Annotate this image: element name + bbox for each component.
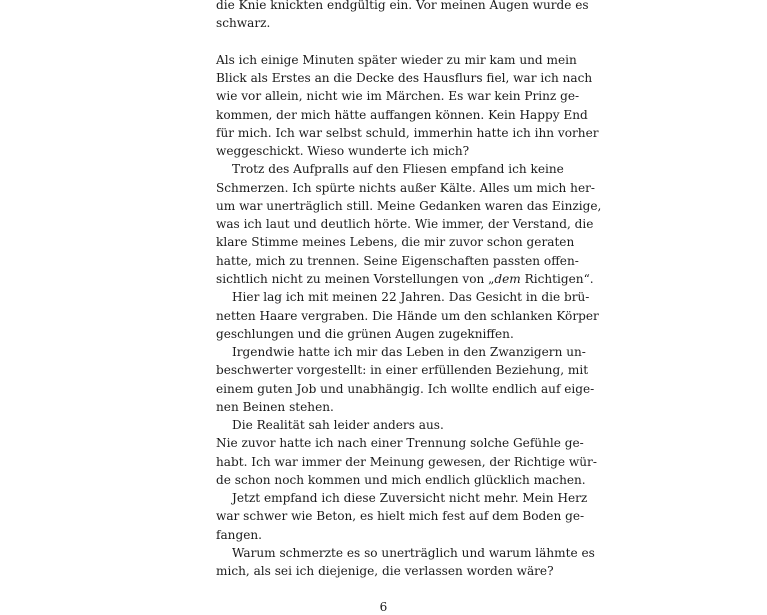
text-line: mich, als sei ich diejenige, die verlassen worden wäre? <box>216 564 554 579</box>
text-line: kommen, der mich hätte auffangen können. Kein Happy End <box>216 107 588 122</box>
text-line: netten Haare vergraben. Die Hände um den schlanken Körper <box>216 308 599 323</box>
text-line: war schwer wie Beton, es hielt mich fest auf dem Boden ge- <box>216 509 585 524</box>
text-line: sichtlich nicht zu meinen Vorstellungen von „dem Richtigen“. <box>216 271 594 286</box>
text-line: die Knie knickten endgültig ein. Vor meinen Augen wurde es <box>216 0 589 12</box>
text-line: hatte, mich zu trennen. Seine Eigenschaften passten offen- <box>216 253 579 268</box>
paragraph-gap <box>216 33 551 51</box>
text-line: was ich laut und deutlich hörte. Wie immer, der Verstand, die <box>216 217 594 232</box>
text-line: Nie zuvor hatte ich nach einer Trennung solche Gefühle ge- <box>216 436 584 451</box>
text-line: Die Realität sah leider anders aus. <box>232 418 444 433</box>
text-line: für mich. Ich war selbst schuld, immerhin hatte ich ihn vorher <box>216 125 599 140</box>
text-line: wie vor allein, nicht wie im Märchen. Es war kein Prinz ge- <box>216 89 580 104</box>
text-line: beschwerter vorgestellt: in einer erfüllenden Beziehung, mit <box>216 363 589 378</box>
text-line: Als ich einige Minuten später wieder zu mir kam und mein <box>216 52 577 67</box>
text-line: einem guten Job und unabhängig. Ich wollte endlich auf eige- <box>216 381 595 396</box>
text-line: Jetzt empfand ich diese Zuversicht nicht mehr. Mein Herz <box>232 491 588 506</box>
text-line: Trotz des Aufpralls auf den Fliesen empfand ich keine <box>232 162 564 177</box>
text-line: de schon noch kommen und mich endlich glücklich machen. <box>216 472 586 487</box>
text-line: Irgendwie hatte ich mir das Leben in den Zwanzigern un- <box>232 345 586 360</box>
page-number: 6 <box>379 600 388 614</box>
emphasized-word: dem <box>494 271 521 286</box>
book-page-text <box>216 0 602 581</box>
text-line: Warum schmerzte es so unerträglich und warum lähmte es <box>232 545 595 560</box>
text-line: Blick als Erstes an die Decke des Hausflurs fiel, war ich nach <box>216 71 593 86</box>
text-line: fangen. <box>216 527 263 542</box>
text-line: nen Beinen stehen. <box>216 399 334 414</box>
text-line: Schmerzen. Ich spürte nichts außer Kälte. Alles um mich her- <box>216 180 595 195</box>
text-line: weggeschickt. Wieso wunderte ich mich? <box>216 144 470 159</box>
text-line: schwarz. <box>216 16 271 31</box>
text-line: Hier lag ich mit meinen 22 Jahren. Das Gesicht in die brü- <box>232 290 590 305</box>
text-line: um war unerträglich still. Meine Gedanken waren das Einzige, <box>216 198 602 213</box>
text-line: geschlungen und die grünen Augen zugekniffen. <box>216 326 514 341</box>
text-line: habt. Ich war immer der Meinung gewesen, der Richtige wür- <box>216 454 597 469</box>
text-line: klare Stimme meines Lebens, die mir zuvor schon geraten <box>216 235 575 250</box>
